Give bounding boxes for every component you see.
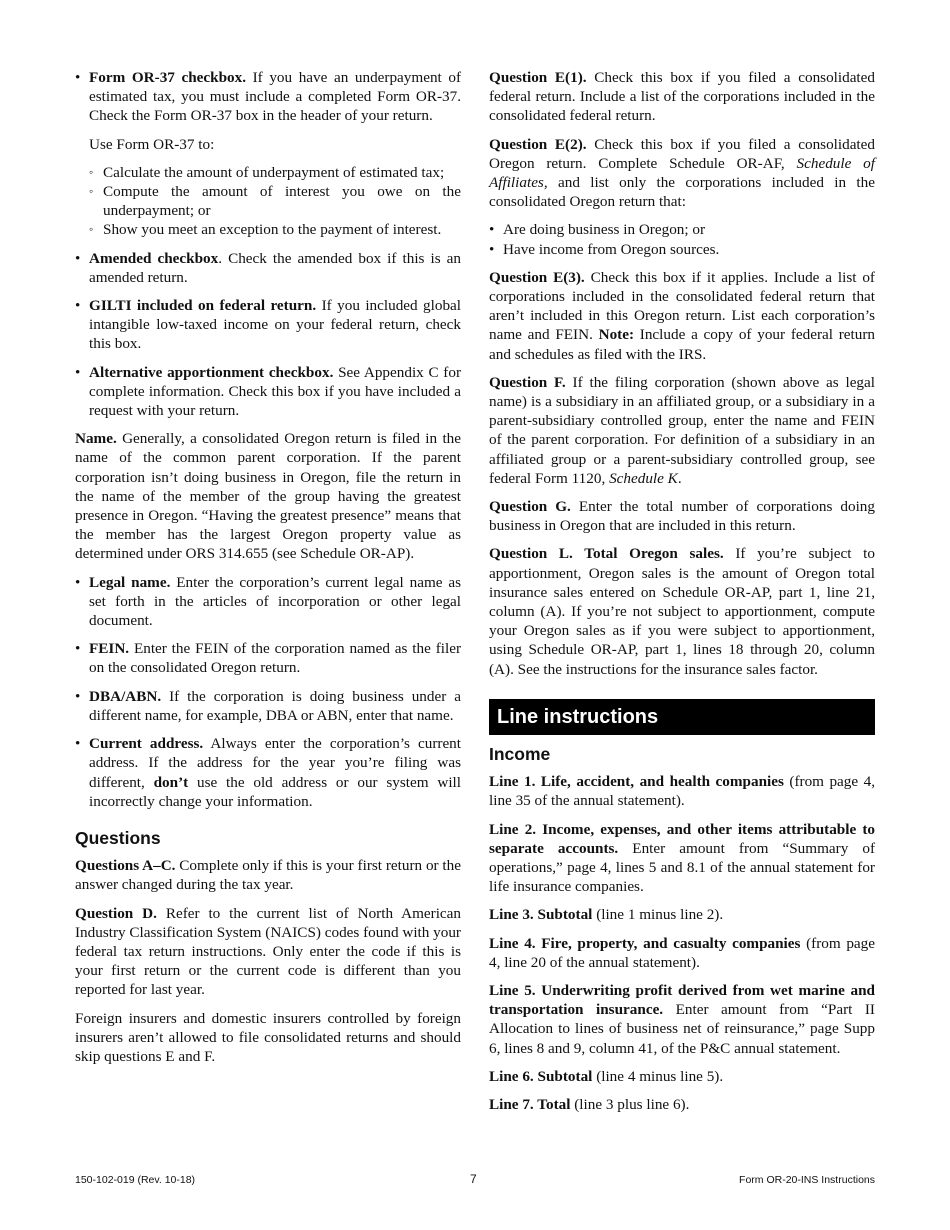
left-column <box>75 68 461 1075</box>
question-g: Question G. Enter the total number of corporations doing business in Oregon that are included in this return. <box>489 498 875 535</box>
line-6: Line 6. Subtotal (line 4 minus line 5). <box>489 1067 724 1085</box>
question-l: Question L. Total Oregon sales. If you’re subject to apportionment, Oregon sales is the amount of Oregon total insurance sales entered on Schedule OR-AP, part 1, line 21, column (A). If you’re not subject to apportionment, compute your Oregon sales as if you were subject to apportionment, using Schedule OR-AP, part 1, lines 18 through 20, column (A). See the instructions for the insurance sales factor. <box>489 545 875 678</box>
or37-use-item: ◦ Show you meet an exception to the payment of interest. <box>89 220 461 239</box>
amended-bullet: • Amended checkbox. Check the amended box if this is an amended return. <box>75 249 461 287</box>
question-e3: Question E(3). Check this box if it applies. Include a list of corporations included in the consolidated federal return that aren’t included in this Oregon return. List each corporation’s name and FEIN. Note: Include a copy of your federal return and schedules as filed with the IRS. <box>489 268 875 363</box>
or37-title: Form OR-37 checkbox. <box>89 69 247 86</box>
or37-use-item: ◦ Compute the amount of interest you owe on the underpayment; or <box>89 182 461 220</box>
line-5: Line 5. Underwriting profit derived from wet marine and transportation insurance. Enter amount from “Part II Allocation to lines of business net of reinsurance,” page Supp 6, lines 8 and 9, column 41, of the P&C annual statement. <box>489 981 875 1057</box>
question-d: Question D. Refer to the current list of North American Industry Classification System (NAICS) codes found with your federal tax return instructions. Only enter the code if this is your first return or the current code is different than you reported for last year. <box>75 904 461 999</box>
line-7: Line 7. Total (line 3 plus line 6). <box>489 1095 690 1113</box>
footer-form-title: Form OR-20-INS Instructions <box>739 1174 875 1186</box>
current-address-bullet: • Current address. Always enter the corporation’s current address. If the address for the year you’re filing was different, don’t use the old address or our system will incorrectly change your information. <box>75 734 461 811</box>
foreign-insurers-paragraph: Foreign insurers and domestic insurers controlled by foreign insurers aren’t allowed to file consolidated returns and should skip questions E and F. <box>75 1009 461 1065</box>
line-2: Line 2. Income, expenses, and other items attributable to separate accounts. Enter amount from “Summary of operations,” page 4, lines 5 and 8.1 of the annual statement for life insurance companies. <box>489 820 876 896</box>
question-e1: Question E(1). Check this box if you filed a consolidated federal return. Include a list of the corporations included in the consolidated federal return. <box>489 69 875 125</box>
footer-form-number: 150-102-019 (Rev. 10-18) <box>75 1174 196 1186</box>
gilti-bullet: • GILTI included on federal return. If you included global intangible low-taxed income on your federal return, check this box. <box>75 296 461 354</box>
or37-use-intro: Use Form OR-37 to: <box>89 135 215 153</box>
fein-bullet: • FEIN. Enter the FEIN of the corporation named as the filer on the consolidated Oregon return. <box>75 639 461 677</box>
question-e2-item: • Have income from Oregon sources. <box>489 240 875 259</box>
dba-bullet: • DBA/ABN. If the corporation is doing business under a different name, for example, DBA or ABN, enter that name. <box>75 687 461 725</box>
question-e2-item: • Are doing business in Oregon; or <box>489 220 875 239</box>
questions-heading: Questions <box>75 827 161 848</box>
income-heading: Income <box>489 743 551 764</box>
questions-a-c: Questions A–C. Complete only if this is your first return or the answer changed during the tax year. <box>75 857 461 894</box>
question-e2: Question E(2). Check this box if you filed a consolidated Oregon return. Complete Schedule OR-AF, Schedule of Affiliates, and list only the corporations included in the consolidated Oregon return that: <box>489 135 875 211</box>
question-f: Question F. If the filing corporation (shown above as legal name) is a subsidiary in an affiliated group, or a subsidiary in a parent-subsidiary controlled group, enter the name and FEIN of the parent corporation. For definition of a subsidiary in an affiliated group or a parent-subsidiary controlled group, see federal Form 1120, Schedule K. <box>489 373 875 487</box>
footer-page-number: 7 <box>470 1172 477 1186</box>
line-4: Line 4. Fire, property, and casualty companies (from page 4, line 20 of the annual statement). <box>489 934 875 971</box>
line-3: Line 3. Subtotal (line 1 minus line 2). <box>489 906 724 924</box>
right-column <box>489 68 875 1123</box>
alternative-apportionment-bullet: • Alternative apportionment checkbox. See Appendix C for complete information. Check this box if you have included a request with your return. <box>75 363 461 421</box>
name-paragraph: Name. Generally, a consolidated Oregon return is filed in the name of the common parent corporation. If the parent corporation isn’t doing business in Oregon, file the return in the name of the member of the group having the greatest presence in Oregon. “Having the greatest presence” means that the member has the largest Oregon property value as determined under ORS 314.655 (see Schedule OR-AP). <box>75 430 461 563</box>
or37-bullet: • Form OR-37 checkbox. If you have an underpayment of estimated tax, you must include a completed Form OR-37. Check the Form OR-37 box in the header of your return. <box>75 68 461 126</box>
legal-name-bullet: • Legal name. Enter the corporation’s current legal name as set forth in the articles of incorporation or other legal document. <box>75 573 461 631</box>
line-instructions-banner: Line instructions <box>489 699 875 735</box>
or37-use-item: ◦ Calculate the amount of underpayment of estimated tax; <box>89 163 461 182</box>
line-1: Line 1. Life, accident, and health companies (from page 4, line 35 of the annual statement). <box>489 773 875 810</box>
